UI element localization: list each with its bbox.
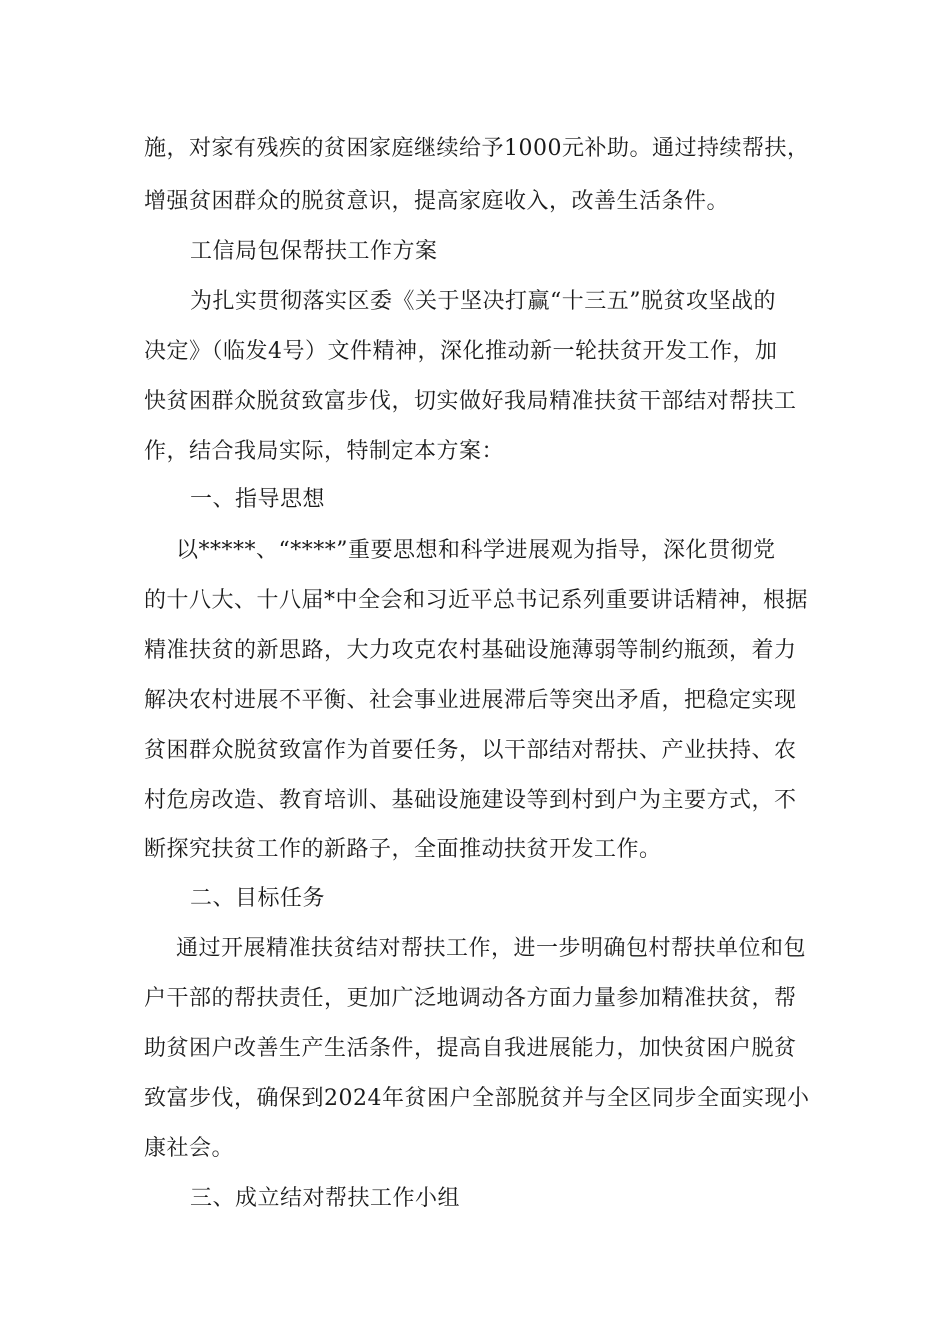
text-line: 康社会。	[144, 1136, 235, 1161]
text-line: 的十八大、十八届*中全会和习近平总书记系列重要讲话精神，根据	[144, 588, 809, 613]
text-line: 村危房改造、教育培训、基础设施建设等到村到户为主要方式，不	[144, 788, 797, 813]
heading-guiding-ideology: 一、指导思想	[190, 487, 326, 512]
text-line: 断探究扶贫工作的新路子，全面推动扶贫开发工作。	[144, 837, 662, 862]
text-line: 助贫困户改善生产生活条件，提高自我进展能力，加快贫困户脱贫	[144, 1036, 797, 1061]
text-line: 快贫困群众脱贫致富步伐，切实做好我局精准扶贫干部结对帮扶工	[144, 389, 797, 414]
text-line: 户干部的帮扶责任，更加广泛地调动各方面力量参加精准扶贫，帮	[144, 986, 797, 1011]
text-line: 作，结合我局实际，特制定本方案：	[144, 439, 505, 464]
text-line: 决定》（临发4号）文件精神，深化推动新一轮扶贫开发工作，加	[144, 339, 778, 364]
text-line: 为扎实贯彻落实区委《关于坚决打赢“十三五”脱贫攻坚战的	[190, 289, 776, 314]
text-line: 增强贫困群众的脱贫意识，提高家庭收入，改善生活条件。	[144, 189, 730, 214]
heading-goals: 二、目标任务	[190, 886, 326, 911]
text-line: 精准扶贫的新思路，大力攻克农村基础设施薄弱等制约瓶颈，着力	[144, 638, 797, 663]
text-line: 致富步伐，确保到2024年贫困户全部脱贫并与全区同步全面实现小	[144, 1086, 810, 1111]
text-line: 通过开展精准扶贫结对帮扶工作，进一步明确包村帮扶单位和包	[176, 936, 807, 961]
heading-work-group: 三、成立结对帮扶工作小组	[190, 1186, 461, 1211]
text-line: 以*****、“****”重要思想和科学进展观为指导，深化贯彻党	[176, 538, 776, 563]
section-title: 工信局包保帮扶工作方案	[190, 239, 438, 264]
text-line: 贫困群众脱贫致富作为首要任务，以干部结对帮扶、产业扶持、农	[144, 738, 797, 763]
text-line: 施，对家有残疾的贫困家庭继续给予1000元补助。通过持续帮扶，	[144, 136, 810, 161]
text-line: 解决农村进展不平衡、社会事业进展滞后等突出矛盾，把稳定实现	[144, 688, 797, 713]
